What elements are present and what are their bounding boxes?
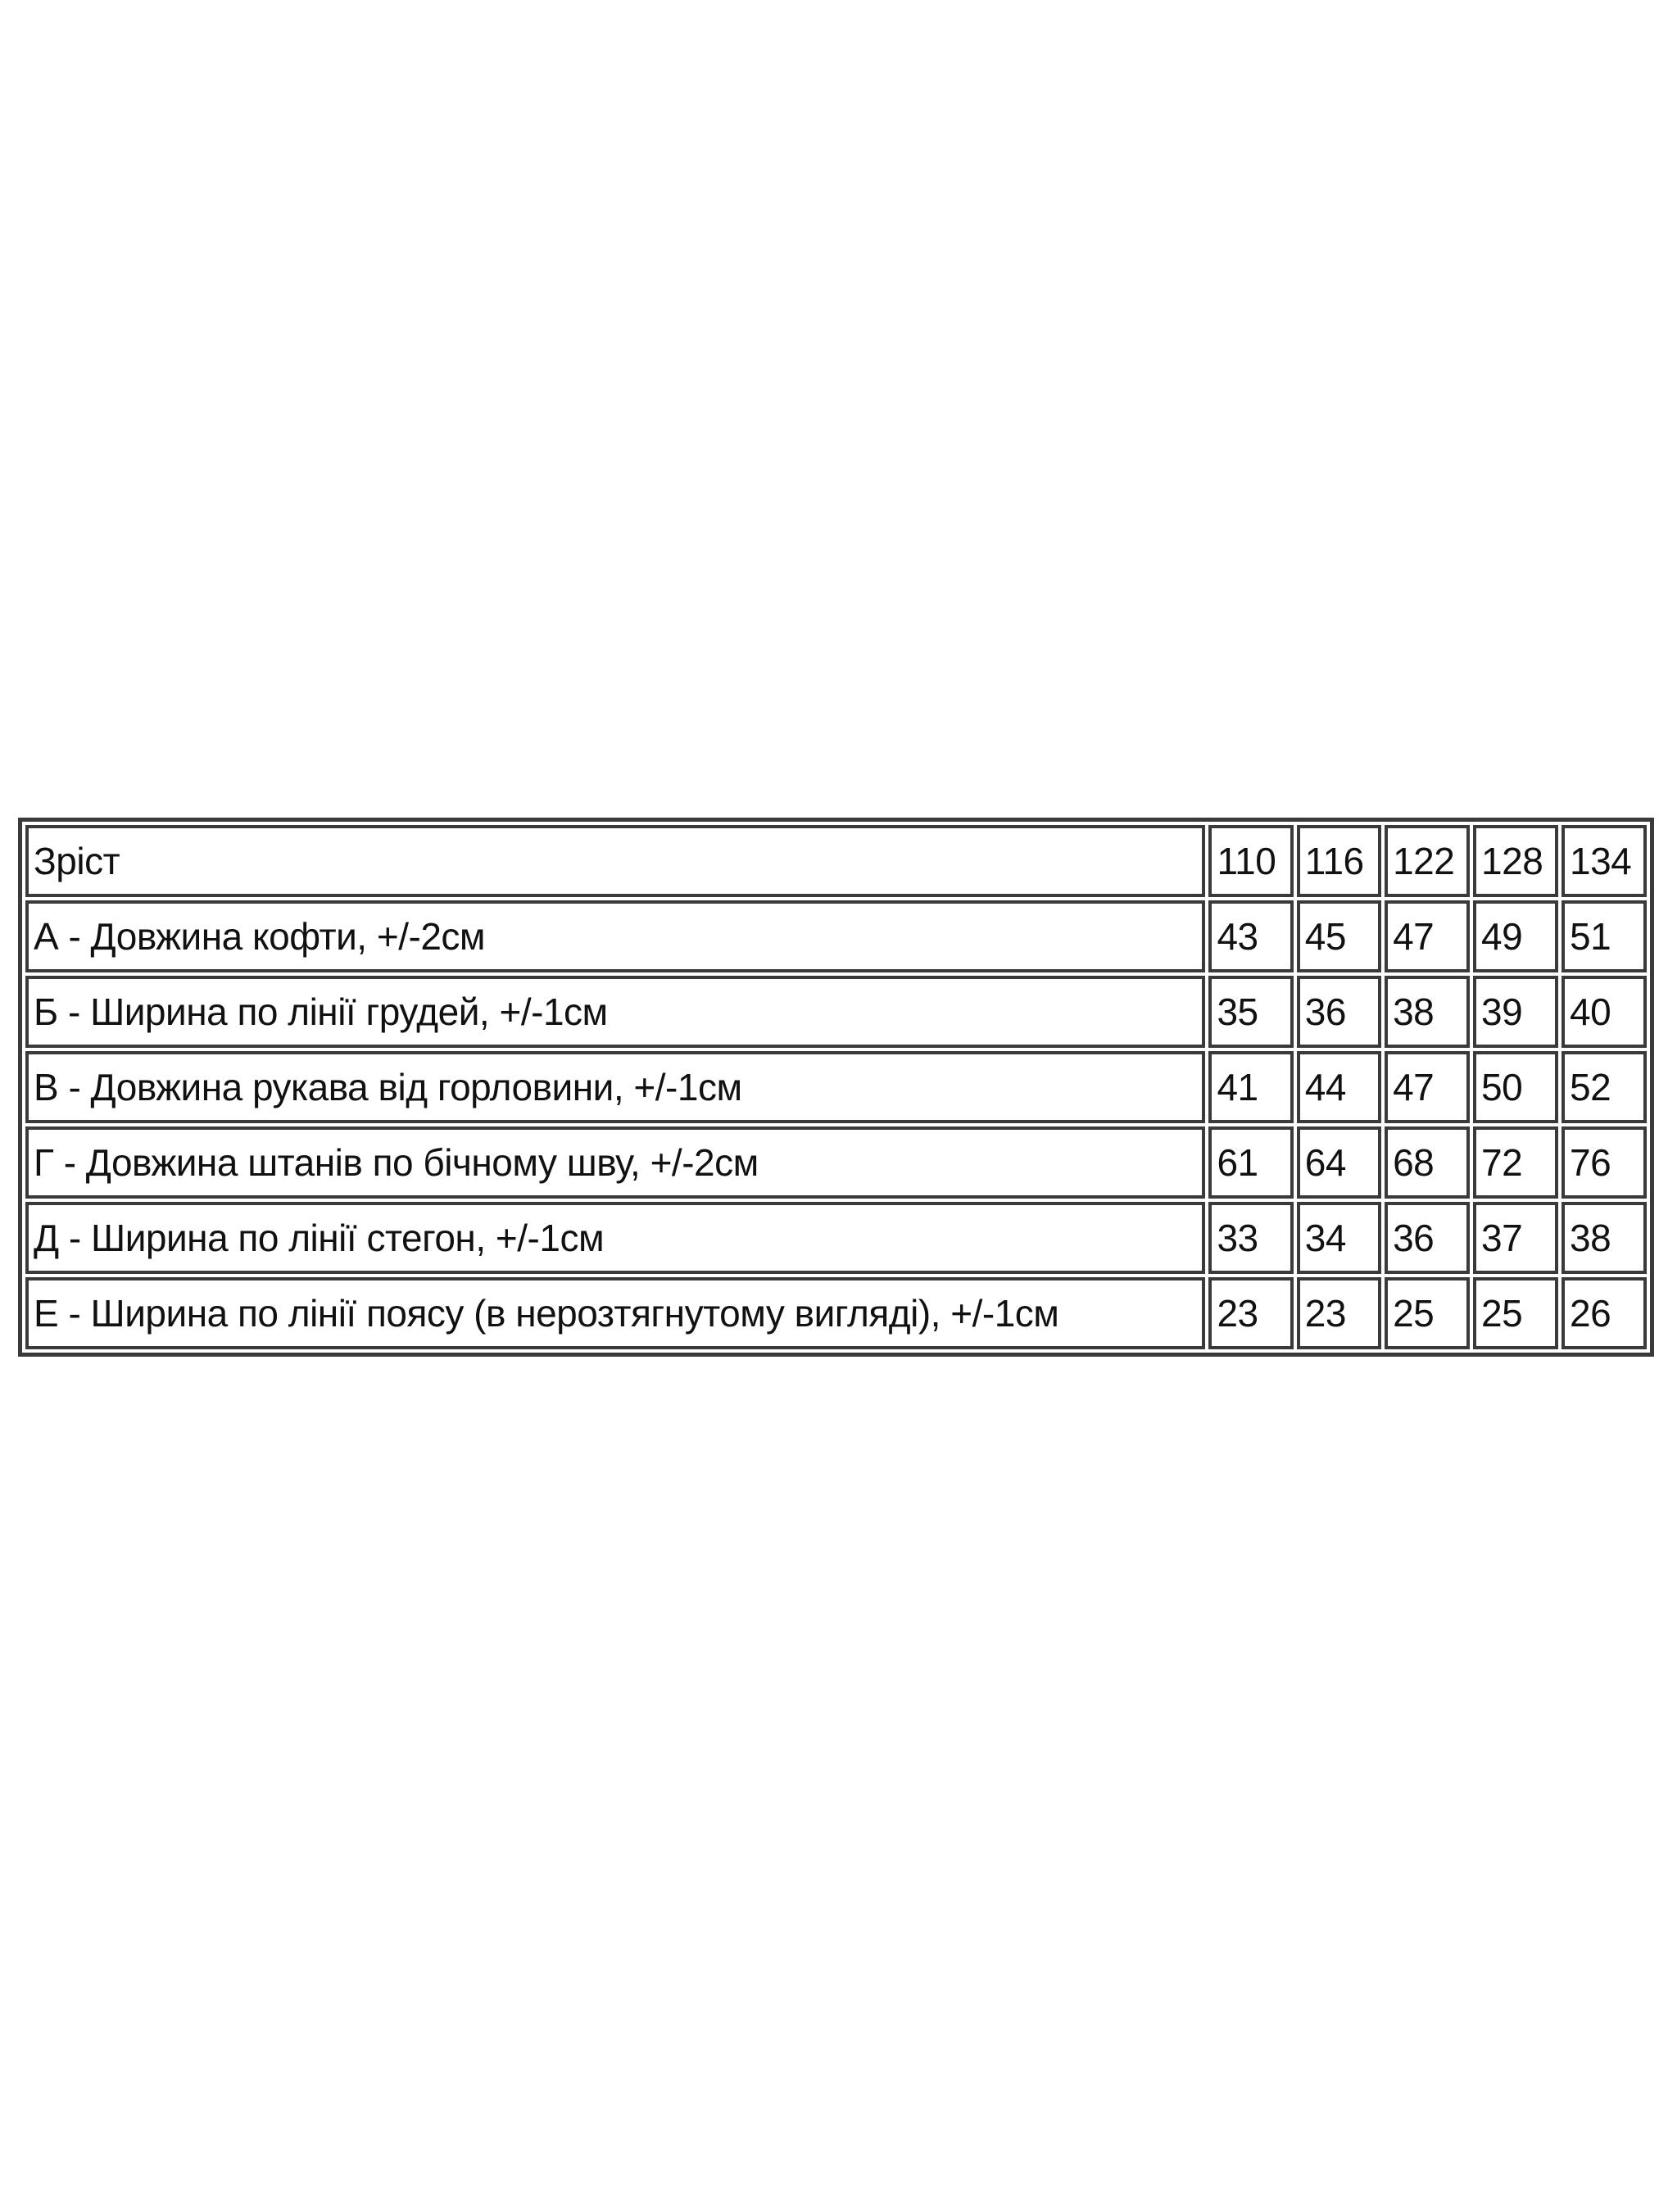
size-chart-table <box>18 818 1654 1357</box>
height-cell-128: 128 <box>1473 825 1558 897</box>
measurement-label: Е - Ширина по лінії поясу (в нерозтягнутому вигляді), +/-1см <box>25 1277 1205 1349</box>
measurement-value: 47 <box>1385 1051 1470 1123</box>
measurement-value: 51 <box>1562 900 1647 972</box>
height-cell-122: 122 <box>1385 825 1470 897</box>
measurement-label: А - Довжина кофти, +/-2см <box>25 900 1205 972</box>
measurement-value: 34 <box>1297 1202 1381 1274</box>
height-cell-116: 116 <box>1297 825 1381 897</box>
measurement-value: 43 <box>1208 900 1293 972</box>
measurement-value: 36 <box>1297 976 1381 1048</box>
measurement-value: 52 <box>1562 1051 1647 1123</box>
measurement-value: 33 <box>1208 1202 1293 1274</box>
measurement-value: 40 <box>1562 976 1647 1048</box>
measurement-label: Г - Довжина штанів по бічному шву, +/-2см <box>25 1126 1205 1199</box>
header-label-cell: Зріст <box>25 825 1205 897</box>
table-row <box>25 1126 1647 1199</box>
measurement-value: 26 <box>1562 1277 1647 1349</box>
measurement-value: 41 <box>1208 1051 1293 1123</box>
measurement-value: 76 <box>1562 1126 1647 1199</box>
measurement-value: 47 <box>1385 900 1470 972</box>
measurement-value: 38 <box>1385 976 1470 1048</box>
table-header-row <box>25 825 1647 897</box>
measurement-value: 49 <box>1473 900 1558 972</box>
height-cell-134: 134 <box>1562 825 1647 897</box>
table-row <box>25 1051 1647 1123</box>
measurement-value: 35 <box>1208 976 1293 1048</box>
measurement-value: 44 <box>1297 1051 1381 1123</box>
table-row <box>25 1277 1647 1349</box>
measurement-value: 64 <box>1297 1126 1381 1199</box>
height-cell-110: 110 <box>1208 825 1293 897</box>
table-row <box>25 976 1647 1048</box>
measurement-value: 39 <box>1473 976 1558 1048</box>
measurement-value: 25 <box>1473 1277 1558 1349</box>
measurement-value: 61 <box>1208 1126 1293 1199</box>
measurement-value: 72 <box>1473 1126 1558 1199</box>
measurement-value: 25 <box>1385 1277 1470 1349</box>
table-row <box>25 900 1647 972</box>
measurement-value: 38 <box>1562 1202 1647 1274</box>
measurement-value: 23 <box>1297 1277 1381 1349</box>
measurement-label: В - Довжина рукава від горловини, +/-1см <box>25 1051 1205 1123</box>
measurement-value: 50 <box>1473 1051 1558 1123</box>
measurement-label: Б - Ширина по лінії грудей, +/-1см <box>25 976 1205 1048</box>
measurement-label: Д - Ширина по лінії стегон, +/-1см <box>25 1202 1205 1274</box>
measurement-value: 36 <box>1385 1202 1470 1274</box>
measurement-value: 45 <box>1297 900 1381 972</box>
measurement-value: 37 <box>1473 1202 1558 1274</box>
measurement-value: 23 <box>1208 1277 1293 1349</box>
table-row <box>25 1202 1647 1274</box>
measurement-value: 68 <box>1385 1126 1470 1199</box>
